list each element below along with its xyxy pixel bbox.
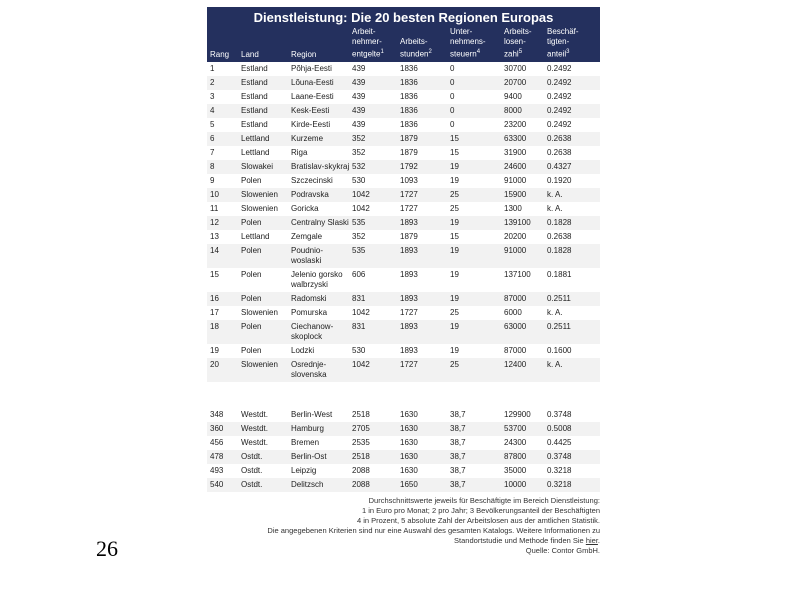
table-cell: 831 — [352, 321, 366, 331]
table-cell: 15 — [450, 133, 459, 143]
table-cell: Radomski — [291, 293, 327, 303]
table-row — [207, 76, 600, 90]
table-cell: Berlin-Ost — [291, 451, 327, 461]
table-cell: 2518 — [352, 409, 370, 419]
table-cell: Estland — [241, 77, 268, 87]
table-cell: 10 — [210, 189, 219, 199]
table-cell: 12400 — [504, 359, 527, 369]
table-cell: 53700 — [504, 423, 527, 433]
column-header: Land — [241, 49, 259, 59]
table-cell: 2705 — [352, 423, 370, 433]
table-cell: Põhja-Eesti — [291, 63, 332, 73]
table-cell: 19 — [210, 345, 219, 355]
column-header: Unter- nehmens- steuern$^4$ — [450, 27, 486, 59]
table-cell: 30700 — [504, 63, 527, 73]
table-row — [207, 132, 600, 146]
table-cell: 8000 — [504, 105, 522, 115]
table-cell: 1836 — [400, 63, 418, 73]
table-cell: 19 — [450, 217, 459, 227]
table-cell: Riga — [291, 147, 308, 157]
table-cell: k. A. — [547, 189, 563, 199]
table-cell: Jelenio gorsko walbrzyski — [291, 269, 343, 289]
table-cell: 38,7 — [450, 423, 466, 433]
table-cell: 1893 — [400, 217, 418, 227]
table-cell: Goricka — [291, 203, 319, 213]
table-cell: Poudnio-woslaski — [291, 245, 324, 265]
table-cell: Estland — [241, 91, 268, 101]
table-cell: 348 — [210, 409, 224, 419]
table-cell: Polen — [241, 217, 262, 227]
table-cell: 535 — [352, 245, 366, 255]
table-cell: 19 — [450, 269, 459, 279]
column-header: Rang — [210, 49, 230, 59]
table-cell: 87800 — [504, 451, 527, 461]
table-cell: 38,7 — [450, 479, 466, 489]
table-cell: 0.1828 — [547, 245, 572, 255]
table-cell: 1893 — [400, 321, 418, 331]
table-cell: 0.3748 — [547, 409, 572, 419]
table-cell: 0.2511 — [547, 321, 571, 331]
column-headers — [207, 27, 600, 62]
table-row — [207, 436, 600, 450]
table-cell: Kurzeme — [291, 133, 324, 143]
table-cell: 1727 — [400, 359, 418, 369]
table-cell: Delitzsch — [291, 479, 324, 489]
table-row — [207, 202, 600, 216]
table-cell: 10000 — [504, 479, 527, 489]
ranking-table — [207, 7, 600, 556]
table-row — [207, 450, 600, 464]
table-cell: 530 — [352, 345, 366, 355]
table-cell: Slowenien — [241, 203, 278, 213]
table-cell: 129900 — [504, 409, 531, 419]
table-cell: 4 — [210, 105, 215, 115]
table-cell: Berlin-West — [291, 409, 333, 419]
table-cell: 1879 — [400, 147, 418, 157]
table-cell: Estland — [241, 105, 268, 115]
table-cell: 9400 — [504, 91, 522, 101]
table-cell: 0.1920 — [547, 175, 572, 185]
table-cell: 1879 — [400, 231, 418, 241]
table-cell: 1042 — [352, 189, 370, 199]
table-cell: Westdt. — [241, 437, 268, 447]
table-cell: 0.2638 — [547, 231, 572, 241]
table-cell: Slowenien — [241, 359, 278, 369]
table-cell: 1879 — [400, 133, 418, 143]
table-cell: Estland — [241, 63, 268, 73]
page-number: 26 — [96, 536, 118, 561]
table-row — [207, 358, 600, 382]
table-cell: 1300 — [504, 203, 522, 213]
table-cell: 360 — [210, 423, 224, 433]
table-cell: 14 — [210, 245, 219, 255]
table-cell: 0.2492 — [547, 77, 572, 87]
footnote-line: 1 in Euro pro Monat; 2 pro Jahr; 3 Bevölkerungsanteil der Beschäftigten — [361, 505, 600, 515]
table-cell: 0 — [450, 63, 455, 73]
table-row — [207, 292, 600, 306]
table-cell: 19 — [450, 345, 459, 355]
table-cell: 0.4327 — [547, 161, 572, 171]
table-cell: 0.1881 — [547, 269, 572, 279]
table-row — [207, 408, 600, 422]
table-cell: 19 — [450, 161, 459, 171]
table-row — [207, 216, 600, 230]
table-cell: 25 — [450, 203, 459, 213]
table-cell: 0.5008 — [547, 423, 572, 433]
table-cell: 16 — [210, 293, 219, 303]
table-cell: 31900 — [504, 147, 527, 157]
table-row — [207, 320, 600, 344]
table-cell: 6000 — [504, 307, 522, 317]
table-cell: 2088 — [352, 465, 370, 475]
table-cell: 1836 — [400, 119, 418, 129]
column-header: Beschäf- tigten- anteil$^3$ — [547, 27, 579, 59]
table-cell: Polen — [241, 245, 262, 255]
table-cell: 20 — [210, 359, 219, 369]
table-cell: 19 — [450, 245, 459, 255]
table-cell: 0.1828 — [547, 217, 572, 227]
table-cell: 6 — [210, 133, 215, 143]
table-cell: Estland — [241, 119, 268, 129]
table-cell: 20700 — [504, 77, 527, 87]
table-cell: 2518 — [352, 451, 370, 461]
table-cell: 0.3218 — [547, 479, 572, 489]
table-row — [207, 174, 600, 188]
table-cell: 0.1600 — [547, 345, 572, 355]
table-cell: Lettland — [241, 147, 270, 157]
table-cell: 1630 — [400, 437, 418, 447]
table-cell: 540 — [210, 479, 224, 489]
table-cell: 137100 — [504, 269, 531, 279]
table-cell: 352 — [352, 231, 366, 241]
table-row — [207, 268, 600, 292]
table-cell: 606 — [352, 269, 366, 279]
table-cell: Ostdt. — [241, 451, 263, 461]
table-cell: 0.2638 — [547, 147, 572, 157]
table-cell: 91000 — [504, 175, 527, 185]
table-cell: 5 — [210, 119, 215, 129]
table-cell: 456 — [210, 437, 224, 447]
table-cell: 1042 — [352, 203, 370, 213]
table-title: Dienstleistung: Die 20 besten Regionen Europas — [253, 10, 554, 25]
table-cell: 0 — [450, 105, 455, 115]
table-cell: 0.2492 — [547, 91, 572, 101]
table-cell: Leipzig — [291, 465, 317, 475]
table-cell: 1727 — [400, 189, 418, 199]
table-cell: 8 — [210, 161, 215, 171]
table-cell: 13 — [210, 231, 219, 241]
table-cell: 0 — [450, 119, 455, 129]
table-cell: 1836 — [400, 105, 418, 115]
table-cell: Centralny Slaski — [291, 217, 349, 227]
table-cell: Ostdt. — [241, 465, 263, 475]
table-cell: 0.2638 — [547, 133, 572, 143]
table-cell: 2088 — [352, 479, 370, 489]
footnote-line: 4 in Prozent, 5 absolute Zahl der Arbeitslosen aus der amtlichen Statistik. — [356, 515, 600, 525]
table-cell: 38,7 — [450, 465, 466, 475]
table-cell: 0 — [450, 91, 455, 101]
table-cell: 38,7 — [450, 409, 466, 419]
table-row — [207, 104, 600, 118]
table-cell: Westdt. — [241, 423, 268, 433]
table-cell: 38,7 — [450, 437, 466, 447]
table-cell: 3 — [210, 91, 215, 101]
table-cell: 7 — [210, 147, 215, 157]
table-cell: Zemgale — [291, 231, 323, 241]
table-cell: 19 — [450, 175, 459, 185]
column-header: Arbeit- nehmer- entgelte$^1$ — [352, 27, 384, 59]
table-cell: 11 — [210, 203, 219, 213]
table-cell: Laane-Eesti — [291, 91, 334, 101]
table-cell: 0.2511 — [547, 293, 571, 303]
table-cell: 18 — [210, 321, 219, 331]
table-cell: 439 — [352, 63, 366, 73]
table-cell: 2 — [210, 77, 215, 87]
table-row — [207, 230, 600, 244]
table-cell: Kirde-Eesti — [291, 119, 331, 129]
table-cell: 35000 — [504, 465, 527, 475]
table-cell: 1630 — [400, 423, 418, 433]
table-cell: 493 — [210, 465, 224, 475]
table-cell: 24600 — [504, 161, 527, 171]
table-cell: 1727 — [400, 203, 418, 213]
table-cell: 530 — [352, 175, 366, 185]
footnote-line: Die angegebenen Kriterien sind nur eine Auswahl des gesamten Katalogs. Weitere Informationen zu — [267, 525, 600, 535]
table-row — [207, 464, 600, 478]
table-cell: k. A. — [547, 359, 563, 369]
table-cell: 478 — [210, 451, 224, 461]
table-cell: Lodzki — [291, 345, 315, 355]
table-cell: 439 — [352, 105, 366, 115]
table-cell: 25 — [450, 359, 459, 369]
table-cell: 87000 — [504, 345, 527, 355]
table-cell: 1042 — [352, 359, 370, 369]
table-cell: 19 — [450, 321, 459, 331]
table-cell: Polen — [241, 269, 262, 279]
table-cell: Bratislav-skykraj — [291, 161, 350, 171]
table-cell: 439 — [352, 91, 366, 101]
table-header — [207, 7, 600, 62]
table-cell: 352 — [352, 133, 366, 143]
column-header: Arbeits- losen- zahl$^5$ — [504, 27, 532, 59]
table-cell: 1893 — [400, 269, 418, 279]
table-cell: 15 — [210, 269, 219, 279]
table-cell: 439 — [352, 77, 366, 87]
table-cell: 2535 — [352, 437, 370, 447]
table-cell: 1836 — [400, 77, 418, 87]
table-cell: 0.2492 — [547, 105, 572, 115]
table-body — [207, 62, 600, 382]
table-cell: 535 — [352, 217, 366, 227]
table-cell: 0.2492 — [547, 119, 572, 129]
table-cell: Bremen — [291, 437, 320, 447]
hier-link[interactable]: hier — [585, 535, 598, 545]
table-cell: 831 — [352, 293, 366, 303]
germany-comparison-rows — [207, 408, 600, 492]
table-cell: Westdt. — [241, 409, 268, 419]
table-cell: 15 — [450, 147, 459, 157]
footnotes — [207, 492, 600, 556]
table-cell: 1792 — [400, 161, 418, 171]
source-credit: Quelle: Contor GmbH. — [525, 545, 600, 555]
table-cell: Hamburg — [291, 423, 324, 433]
table-cell: 19 — [450, 293, 459, 303]
table-row — [207, 188, 600, 202]
table-cell: Polen — [241, 345, 262, 355]
table-row — [207, 478, 600, 492]
table-row — [207, 146, 600, 160]
table-cell: 439 — [352, 119, 366, 129]
table-cell: 1093 — [400, 175, 418, 185]
table-row — [207, 118, 600, 132]
table-cell: 20200 — [504, 231, 527, 241]
table-cell: Slowenien — [241, 189, 278, 199]
table-cell: Lettland — [241, 133, 270, 143]
column-header: Arbeits- stunden$^2$ — [400, 37, 432, 59]
table-cell: Ostdt. — [241, 479, 263, 489]
footnote-line: Standortstudie und Methode finden Sie hier. — [454, 535, 600, 545]
table-cell: 23200 — [504, 119, 527, 129]
table-cell: 1727 — [400, 307, 418, 317]
table-row — [207, 306, 600, 320]
table-cell: 87000 — [504, 293, 527, 303]
table-cell: Slowenien — [241, 307, 278, 317]
table-cell: Slowakei — [241, 161, 274, 171]
table-cell: 1630 — [400, 465, 418, 475]
column-header: Region — [291, 49, 317, 59]
table-cell: 532 — [352, 161, 366, 171]
table-cell: Kesk-Eesti — [291, 105, 330, 115]
table-cell: 15900 — [504, 189, 527, 199]
table-row — [207, 344, 600, 358]
table-cell: 1893 — [400, 245, 418, 255]
table-cell: 1630 — [400, 451, 418, 461]
table-row — [207, 62, 600, 76]
table-row — [207, 90, 600, 104]
table-cell: Polen — [241, 321, 262, 331]
table-cell: 0.3748 — [547, 451, 572, 461]
table-cell: 63300 — [504, 133, 527, 143]
table-row — [207, 244, 600, 268]
table-cell: 91000 — [504, 245, 527, 255]
table-cell: 1836 — [400, 91, 418, 101]
table-cell: Podravska — [291, 189, 329, 199]
table-cell: 352 — [352, 147, 366, 157]
table-cell: 25 — [450, 189, 459, 199]
footnote-line: Durchschnittswerte jeweils für Beschäftigte im Bereich Dienstleistung: — [368, 495, 600, 505]
table-cell: 1630 — [400, 409, 418, 419]
table-cell: Ciechanow-skoplock — [291, 321, 334, 341]
table-cell: 24300 — [504, 437, 527, 447]
table-cell: 1042 — [352, 307, 370, 317]
table-cell: Lettland — [241, 231, 270, 241]
table-cell: 1893 — [400, 345, 418, 355]
table-cell: 0.2492 — [547, 63, 572, 73]
table-cell: 9 — [210, 175, 215, 185]
table-cell: 15 — [450, 231, 459, 241]
table-row — [207, 160, 600, 174]
table-cell: Polen — [241, 293, 262, 303]
table-cell: 0.4425 — [547, 437, 572, 447]
table-cell: 1893 — [400, 293, 418, 303]
table-cell: Szczecinski — [291, 175, 333, 185]
table-cell: 139100 — [504, 217, 531, 227]
table-cell: 0 — [450, 77, 455, 87]
table-cell: 63000 — [504, 321, 527, 331]
table-cell: Pomurska — [291, 307, 328, 317]
table-cell: 12 — [210, 217, 219, 227]
table-cell: Lõuna-Eesti — [291, 77, 334, 87]
table-cell: 1 — [210, 63, 215, 73]
table-cell: k. A. — [547, 203, 563, 213]
table-cell: k. A. — [547, 307, 563, 317]
table-cell: 0.3218 — [547, 465, 572, 475]
table-cell: 17 — [210, 307, 219, 317]
table-row — [207, 422, 600, 436]
table-cell: 25 — [450, 307, 459, 317]
table-cell: Polen — [241, 175, 262, 185]
table-cell: 38,7 — [450, 451, 466, 461]
table-cell: 1650 — [400, 479, 418, 489]
table-cell: Osrednje-slovenska — [291, 359, 327, 379]
